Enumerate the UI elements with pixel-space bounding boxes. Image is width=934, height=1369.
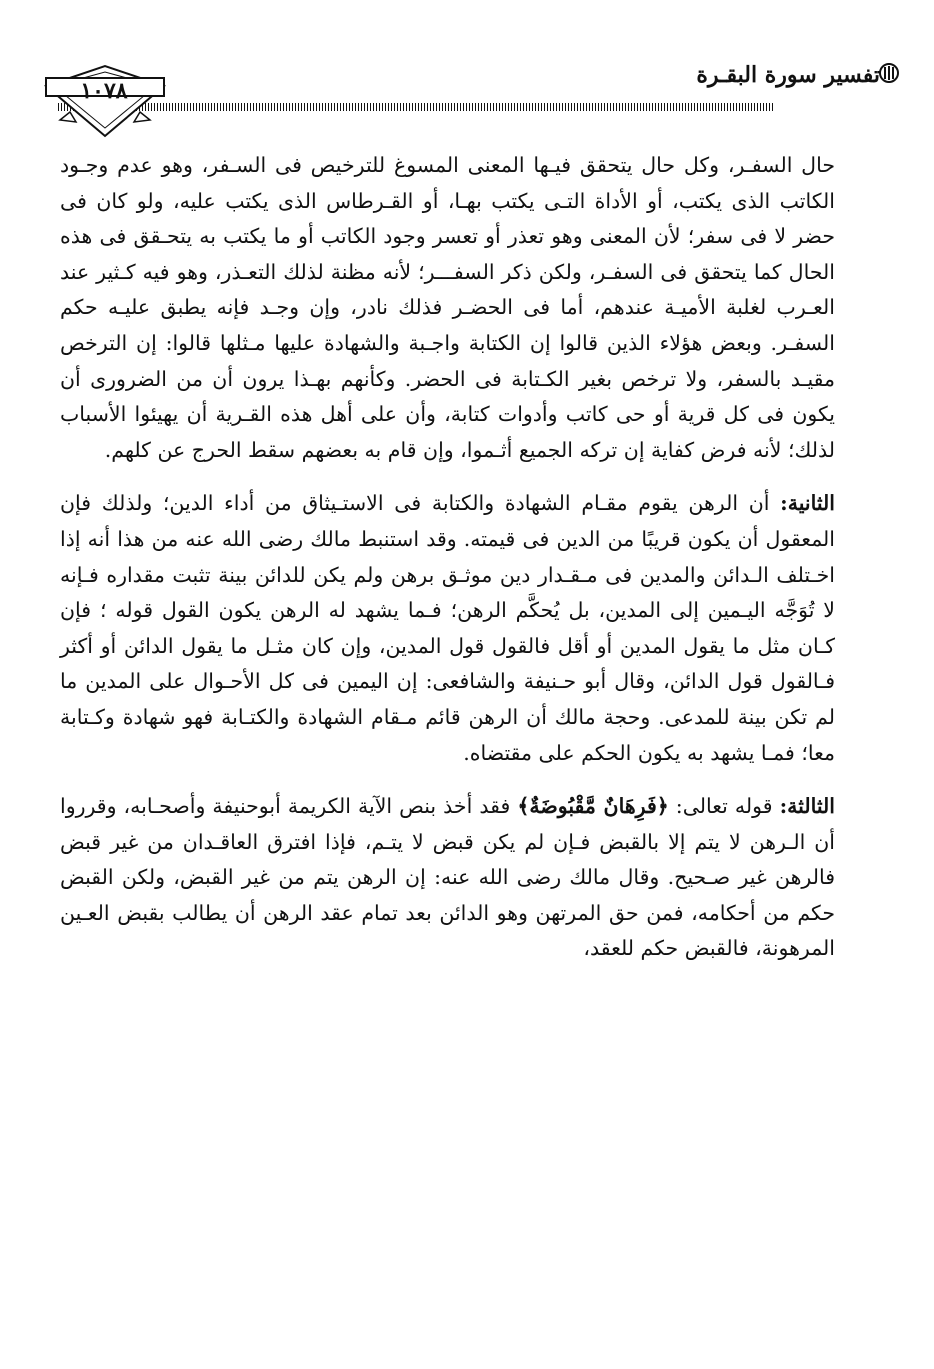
paragraph-lead: الثانية: [780,491,835,516]
ornament-icon [878,62,900,84]
running-title: تفسير سورة البقـرة [696,62,880,88]
paragraph-lead: الثالثة: [779,794,835,819]
page-number: ١٠٧٨ [80,78,128,104]
paragraph [60,789,835,967]
paragraph-text: قوله تعالى: [668,794,780,819]
paragraph [60,148,835,468]
quran-verse: ﴿فَرِهَانٌ مَّقْبُوضَةٌ﴾ [517,794,669,819]
paragraph-text: حال السفـر، وكل حال يتحقق فيـها المعنى المسوغ للترخيص فى السـفر، وهو عدم وجـود الكاتب الذى يكتب، أو الأداة التـى يكتب بهـا، أو القـرطاس الذى يكتب عليه، ولو كان فى حضر لا فى سفر؛ لأن المعنى وهو تعذر أو تعسر وجود الكاتب أو ما يكتب به يتحـقق فى هذه الحال كما يتحقق فى السفـر، ولكن ذكر السفـــر؛ لأنه مظنة لذلك التعـذر، وهو فيه كـثير عند العـرب لغلبة الأميـة عندهم، أما فى الحضـر فذلك نادر، وإن وجـد فإنه يطبق عليـه حكم السفـر. وبعض هؤلاء الذين قالوا إن الكتابة واجـبة والشهادة عليها مـثلها قالوا: إن الترخص مقيـد بالسفر، ولا ترخص بغير الكـتابة فى الحضر. وكأنهم بهـذا يرون أن من الضرورى أن يكون فى كل قرية أو حى كاتب وأدوات كتابة، وأن على أهل هذه القـرية أن يهيئوا الأسباب لذلك؛ لأنه فرض كفاية إن تركه الجميع أثـموا، وإن قام به بعضهم سقط الحرج عن كلهم. [60,153,835,462]
paragraph [60,486,835,771]
paragraph-text: فقد أخذ بنص الآية الكريمة أبوحنيفة وأصحـابه، وقرروا أن الـرهن لا يتم إلا بالقبض فـإن لم يكن قبض لا يتـم، فإذا افترق العاقـدان من غير قبض فالرهن غير صـحيح. وقال مالك رضى الله عنه: إن الرهن يتم من غير القبض، ولكن القبض حكم من أحكامه، فمن حق المرتهن وهو الدائن بعد تمام عقد الرهن أن يطالب بقبض العـين المرهونة، فالقبض حكم للعقد، [60,794,835,961]
body-text [60,148,835,1348]
page-header [40,48,900,138]
paragraph-text: أن الرهن يقوم مقـام الشهادة والكتابة فى الاستـيثاق من أداء الدين؛ ولذلك فإن المعقول أن يكون قريبًا من الدين فى قيمته. وقد استنبط مالك رضى الله عنه من هذا أنه إذا اخـتلف الـدائن والمدين فى مـقـدار دين موثـق برهن ولم يكن للدائن بينة تثبت مقداره فـإنه لا تُوَجَّه اليـمين إلى المدين، بل يُحكَّم الرهن؛ فـما يشهد له الرهن يكون القول قوله ؛ فإن كـان مثل ما يقول المدين أو أقل فالقول قول المدين، وإن كان مثـل ما يقول الدائن أو أكثر فـالقول قول الدائن، وقال أبو حـنيفة والشافعى: إن اليمين فى كل الأحـوال على المدين ما لم تكن بينة للمدعى. وحجة مالك أن الرهن قائم مـقام الشهادة والكتـابة فهو شهادة وكـتابة معا؛ فمـا يشهد به يكون الحكم على مقتضاه. [60,491,835,765]
